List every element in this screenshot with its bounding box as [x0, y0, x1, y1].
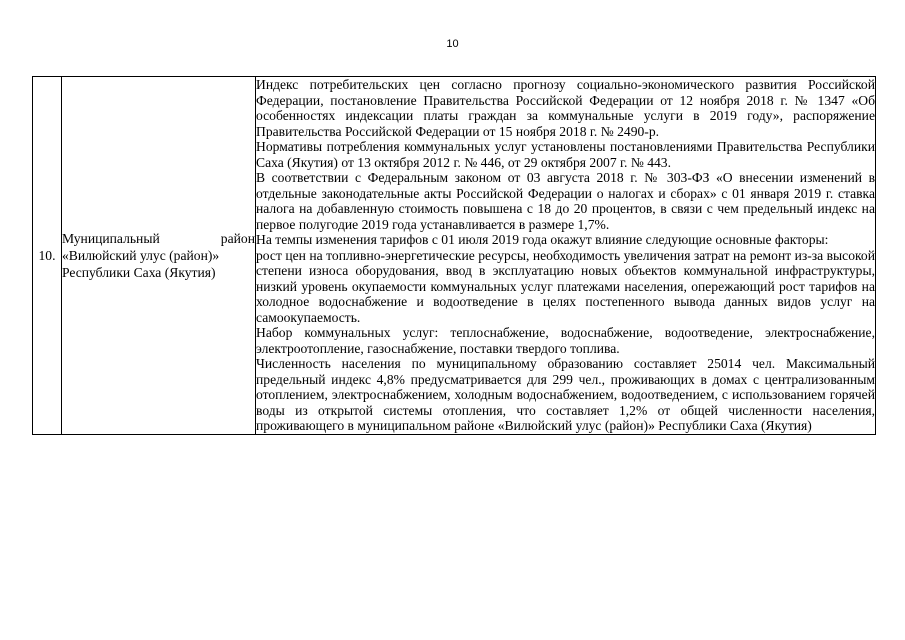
paragraph-population: Численность населения по муниципальному образованию составляет 25014 чел. Максимальный предельный индекс 4,8% предусматривается для 299 чел., проживающих в домах с централизованным отоплением, электроснабжением, холодным водоснабжением, водоотведением, с использованием горячей воды из открытой системы отопления, что составляет 1,2% от общей численности населения, проживающего в муниципальном районе «Вилюйский улус (район)» Республики Саха (Якутия) — [256, 356, 875, 433]
municipality-line: «Вилюйский улус (район)» — [62, 247, 220, 263]
tariff-table — [32, 76, 876, 435]
municipality-line: Муниципальный район — [62, 230, 255, 246]
paragraph-norms: Нормативы потребления коммунальных услуг установлены постановлениями Правительства Республики Саха (Якутия) от 13 октября 2012 г. № 446, от 29 октября 2007 г. № 443. — [256, 139, 875, 170]
paragraph-vat: В соответствии с Федеральным законом от 03 августа 2018 г. № 303-ФЗ «О внесении изменений в отдельные законодательные акты Российской Федерации о налогах и сборах» с 01 января 2019 г. ставка налога на добавленную стоимость повышена с 18 до 20 процентов, в связи с чем предельный индекс на первое полугодие 2019 года устанавливается в размере 1,7%. — [256, 170, 875, 232]
paragraph-cpi: Индекс потребительских цен согласно прогнозу социально-экономического развития Российской Федерации, постановление Правительства Российской Федерации от 12 ноября 2018 г. № 1347 «Об особенностях индексации платы граждан за коммунальные услуги в 2019 году», распоряжение Правительства Российской Федерации от 15 ноября 2018 г. № 2490-р. — [256, 77, 875, 139]
municipality-line: Республики Саха (Якутия) — [62, 264, 216, 280]
paragraph-factors: рост цен на топливно-энергетические ресурсы, необходимость увеличения затрат на ремонт из-за высокой степени износа оборудования, ввод в эксплуатацию новых объектов коммунальной инфраструктуры, низкий уровень окупаемости коммунальных услуг платежами населения, опережающий рост тарифов на холодное водоснабжение и водоотведение в целях постепенного вывода данных видов услуг на самоокупаемость. — [256, 247, 875, 325]
municipality-name — [62, 77, 256, 435]
paragraph-services: Набор коммунальных услуг: теплоснабжение, водоснабжение, водоотведение, электроснабжение, электроотопление, газоснабжение, поставки твердого топлива. — [256, 325, 875, 356]
table-row — [33, 77, 876, 435]
description-cell — [256, 77, 876, 435]
row-number: 10. — [33, 77, 62, 435]
page-number: 10 — [446, 38, 459, 50]
paragraph-factors-intro: На темпы изменения тарифов с 01 июля 2019 года окажут влияние следующие основные факторы: — [256, 232, 829, 247]
